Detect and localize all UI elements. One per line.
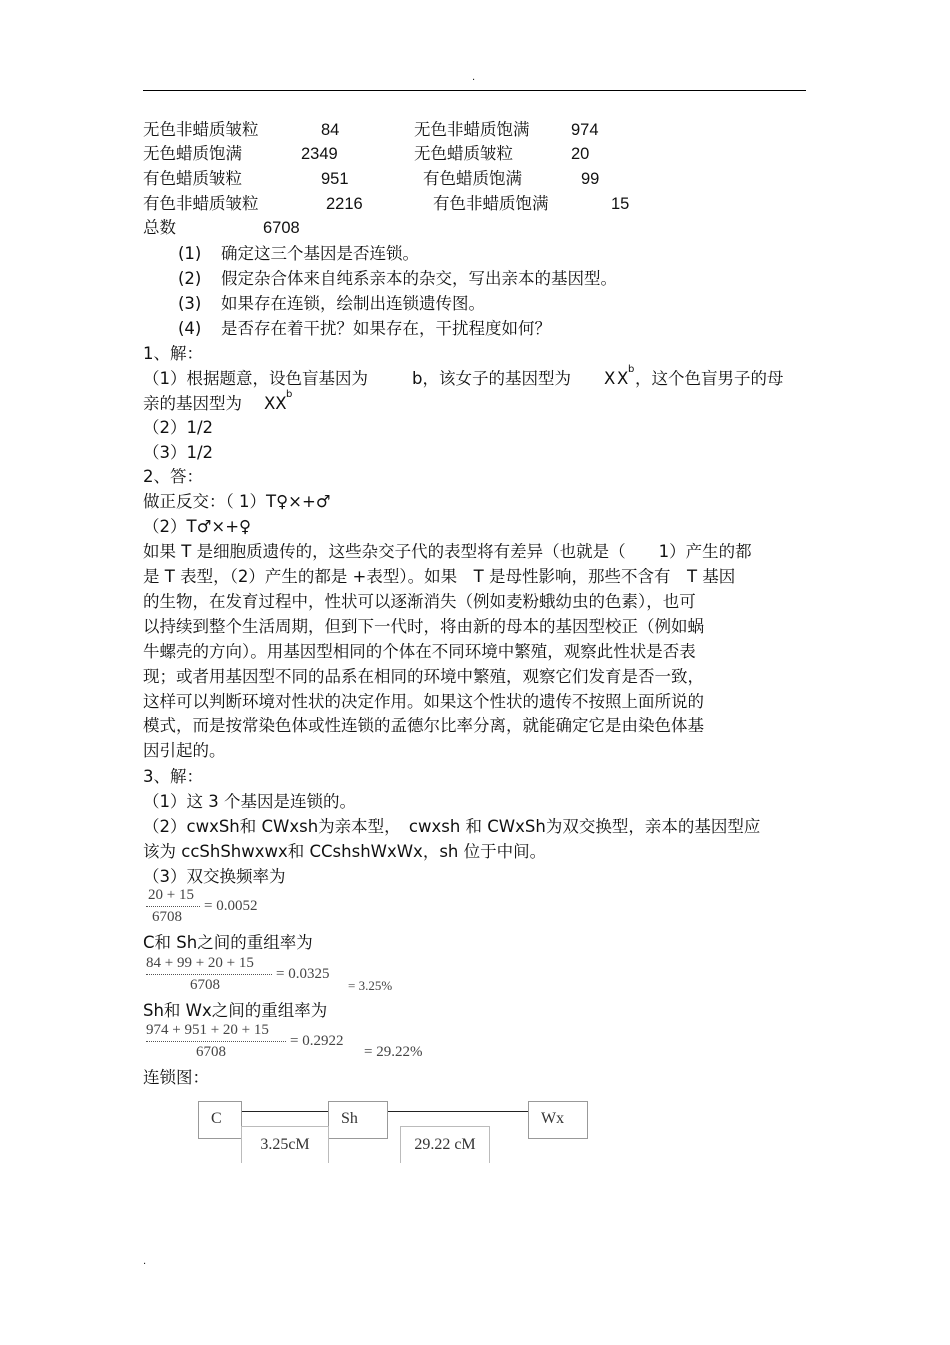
header-rule xyxy=(143,90,806,91)
question-num: (4) xyxy=(178,319,202,338)
table-cell: 无色蜡质皱粒 xyxy=(414,144,513,163)
table-cell: 15 xyxy=(611,195,630,213)
answer-1-line: 亲的基因型为 xyxy=(143,394,242,413)
table-cell: 无色蜡质饱满 xyxy=(143,144,242,163)
distance-label: 29.22 cM xyxy=(414,1136,476,1153)
table-cell: 84 xyxy=(321,121,340,139)
formula-double-crossover xyxy=(146,887,276,927)
formula-percent: = 29.22% xyxy=(364,1044,423,1060)
formula-numerator: 84 + 99 + 20 + 15 xyxy=(146,955,254,971)
answer-3-line: 该为 ccShShwxwx和 CCshshWxWx，sh 位于中间。 xyxy=(143,842,547,861)
formula-result: = 0.2922 xyxy=(290,1033,344,1049)
formula-c-sh xyxy=(146,955,436,995)
footer-dot: . xyxy=(143,1256,147,1267)
paragraph-line: 这样可以判断环境对性状的决定作用。如果这个性状的遗传不按照上面所说的 xyxy=(143,692,704,711)
genotype-x: X xyxy=(604,369,616,388)
gene-label: Sh xyxy=(341,1110,358,1127)
formula-sh-wx xyxy=(146,1022,456,1062)
paragraph-line: 如果 T 是细胞质遗传的，这些杂交子代的表型将有差异（也就是（ 1）产生的都 xyxy=(143,542,752,561)
gene-label: C xyxy=(211,1110,222,1127)
table-cell: 无色非蜡质饱满 xyxy=(414,120,530,139)
formula-result: = 0.0325 xyxy=(276,966,330,982)
formula-bar xyxy=(146,1041,286,1042)
answer-3-line: （3）双交换频率为 xyxy=(143,867,286,886)
paragraph-line: 的生物，在发育过程中，性状可以逐渐消失（例如麦粉蛾幼虫的色素），也可 xyxy=(143,592,696,611)
formula-percent: = 3.25% xyxy=(348,978,393,993)
answer-1-title: 1、解： xyxy=(143,344,203,363)
formula-bar xyxy=(146,974,272,975)
question-text: 是否存在着干扰？如果存在，干扰程度如何？ xyxy=(221,319,551,338)
paragraph-line: 因引起的。 xyxy=(143,741,226,760)
genotype-superscript: b xyxy=(628,364,635,375)
answer-1-line: b，该女子的基因型为 xyxy=(412,369,571,388)
gene-box-wx xyxy=(528,1101,588,1139)
total-label: 总数 xyxy=(143,218,176,237)
table-cell: 20 xyxy=(571,145,590,163)
table-cell: 无色非蜡质皱粒 xyxy=(143,120,259,139)
answer-2-line: 做正反交：（ 1）T♀×+♂ xyxy=(143,492,331,511)
distance-sh-wx xyxy=(400,1126,490,1163)
answer-3-title: 3、解： xyxy=(143,767,203,786)
table-cell: 951 xyxy=(321,170,349,188)
question-text: 确定这三个基因是否连锁。 xyxy=(221,244,419,263)
paragraph-line: 现；或者用基因型不同的品系在相同的环境中繁殖，观察它们发育是否一致， xyxy=(143,667,704,686)
genotype-superscript: b xyxy=(286,389,293,400)
formula-result: = 0.0052 xyxy=(204,898,258,914)
distance-label: 3.25cM xyxy=(260,1136,310,1153)
table-cell: 2349 xyxy=(301,145,338,163)
question-num: (1) xyxy=(178,244,202,263)
table-cell: 有色非蜡质皱粒 xyxy=(143,194,259,213)
paragraph-line: 是 T 表型，（2）产生的都是 +表型）。如果 T 是母性影响，那些不含有 T 基因 xyxy=(143,567,736,586)
table-cell: 2216 xyxy=(326,195,363,213)
header-dot: . xyxy=(472,72,476,83)
question-text: 如果存在连锁，绘制出连锁遗传图。 xyxy=(221,294,485,313)
paragraph-line: 牛螺壳的方向）。用基因型相同的个体在不同环境中繁殖，观察此性状是否表 xyxy=(143,642,696,661)
answer-1-line: （3）1/2 xyxy=(143,443,214,462)
answer-1-line: （2）1/2 xyxy=(143,418,214,437)
table-cell: 有色非蜡质饱满 xyxy=(433,194,549,213)
answer-3-line: 连锁图： xyxy=(143,1068,209,1087)
formula-bar xyxy=(146,906,200,907)
question-num: (2) xyxy=(178,269,202,288)
table-cell: 有色蜡质饱满 xyxy=(423,169,522,188)
genotype-xx: XX xyxy=(264,394,287,413)
paragraph-line: 以持续到整个生活周期，但到下一代时，将由新的母本的基因型校正（例如蜗 xyxy=(143,617,704,636)
map-line-sh-wx xyxy=(386,1111,528,1112)
gene-box-sh xyxy=(328,1101,388,1139)
table-cell: 有色蜡质皱粒 xyxy=(143,169,242,188)
formula-denominator: 6708 xyxy=(190,977,220,993)
answer-2-line: （2）T♂×+♀ xyxy=(143,517,252,536)
genotype-x: X xyxy=(617,369,629,388)
gene-box-c xyxy=(198,1101,242,1139)
formula-denominator: 6708 xyxy=(196,1044,226,1060)
answer-3-line: （1）这 3 个基因是连锁的。 xyxy=(143,792,356,811)
distance-c-sh xyxy=(241,1126,329,1163)
paragraph-line: 模式，而是按常染色体或性连锁的孟德尔比率分离，就能确定它是由染色体基 xyxy=(143,716,704,735)
answer-2-title: 2、答： xyxy=(143,467,203,486)
formula-denominator: 6708 xyxy=(152,909,182,925)
answer-1-line: （1）根据题意，设色盲基因为 xyxy=(143,369,368,388)
formula-numerator: 20 + 15 xyxy=(148,887,194,903)
answer-3-line: C和 Sh之间的重组率为 xyxy=(143,933,313,952)
answer-3-line: （2）cwxSh和 CWxsh为亲本型， cwxsh 和 CWxSh为双交换型，亲本的基因型应 xyxy=(143,817,761,836)
formula-numerator: 974 + 951 + 20 + 15 xyxy=(146,1022,269,1038)
map-line-c-sh xyxy=(240,1111,328,1112)
gene-label: Wx xyxy=(541,1110,565,1127)
table-cell: 99 xyxy=(581,170,600,188)
table-cell: 974 xyxy=(571,121,599,139)
answer-1-line: ，这个色盲男子的母 xyxy=(635,369,784,388)
answer-3-line: Sh和 Wx之间的重组率为 xyxy=(143,1001,328,1020)
question-num: (3) xyxy=(178,294,202,313)
total-value: 6708 xyxy=(263,219,300,237)
question-text: 假定杂合体来自纯系亲本的杂交，写出亲本的基因型。 xyxy=(221,269,617,288)
